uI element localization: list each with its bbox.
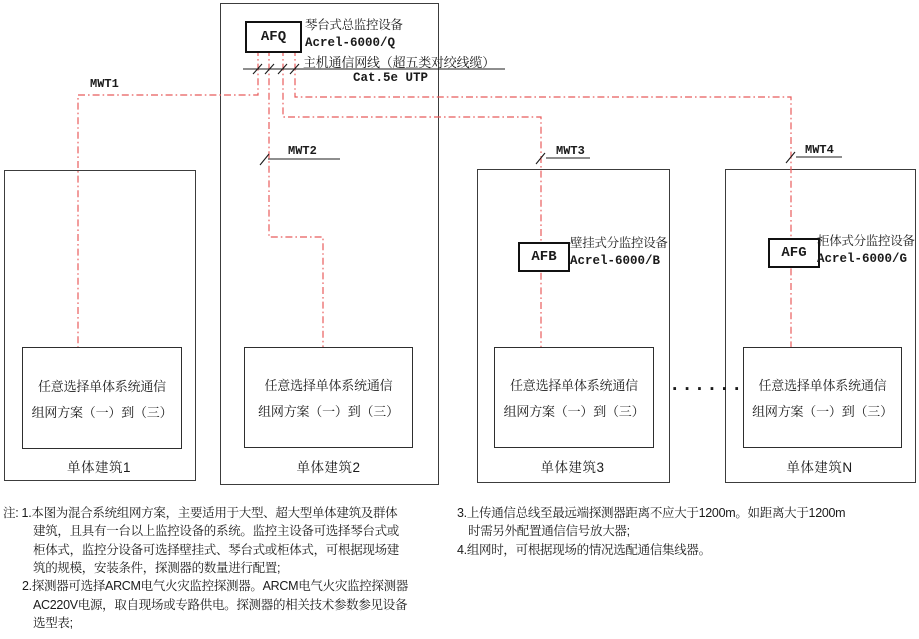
master-device-model: Acrel-6000/Q bbox=[305, 36, 396, 50]
mwt3-label: MWT3 bbox=[556, 144, 585, 158]
plan-text-line1: 任意选择单体系统通信 bbox=[509, 378, 638, 393]
building-n-plan-box bbox=[743, 347, 902, 448]
notes-left-line-2: 建筑，且具有一台以上监控设备的系统。监控主设备可选择琴台式或 bbox=[33, 524, 400, 538]
building-n-name: 单体建筑N bbox=[786, 460, 853, 475]
mwt4-label: MWT4 bbox=[805, 143, 834, 157]
afg-device-model: Acrel-6000/G bbox=[817, 252, 908, 266]
plan-text-line2: 组网方案（一）到（三） bbox=[31, 404, 173, 420]
notes-left-line-4: 筑的规模，安装条件，探测器的数量进行配置; bbox=[33, 561, 281, 575]
notes-left-line-3: 柜体式，监控分设备可选择壁挂式、琴台式或柜体式，可根据现场建 bbox=[33, 543, 400, 557]
building-3-name: 单体建筑3 bbox=[540, 460, 605, 475]
afb-device-model: Acrel-6000/B bbox=[570, 254, 661, 268]
plan-text-line1: 任意选择单体系统通信 bbox=[264, 378, 393, 393]
afq-tag: AFQ bbox=[260, 29, 287, 45]
mwt4-arrow bbox=[786, 152, 795, 163]
mwt2-label: MWT2 bbox=[288, 144, 317, 158]
master-cable-spec: Cat.5e UTP bbox=[353, 71, 429, 85]
mwt1-label: MWT1 bbox=[90, 77, 119, 91]
building-2-plan-box bbox=[244, 347, 413, 448]
master-cable-label: 主机通信网线（超五类对绞线缆） bbox=[303, 55, 496, 70]
notes-right-line-1: 3.上传通信总线至最远端探测器距离不应大于1200m。如距离大于1200m bbox=[457, 506, 846, 520]
afg-device-box bbox=[768, 238, 820, 268]
master-device-title: 琴台式总监控设备 bbox=[305, 18, 403, 32]
afq-device-box bbox=[245, 21, 302, 53]
afb-device-title: 壁挂式分监控设备 bbox=[570, 236, 668, 250]
plan-text-line2: 组网方案（一）到（三） bbox=[258, 404, 399, 419]
plan-text-line1: 任意选择单体系统通信 bbox=[758, 378, 887, 393]
plan-text-line2: 组网方案（一）到（三） bbox=[752, 404, 893, 419]
building-1-plan-box bbox=[22, 347, 182, 449]
afb-device-box bbox=[518, 242, 570, 272]
plan-text-line1: 任意选择单体系统通信 bbox=[37, 378, 166, 394]
afg-tag: AFG bbox=[781, 245, 807, 261]
notes-right-line-2: 时需另外配置通信信号放大器; bbox=[468, 524, 630, 538]
notes-left-line-5: 2.探测器可选择ARCM电气火灾监控探测器。ARCM电气火灾监控探测器 bbox=[22, 579, 409, 593]
ellipsis-more-buildings: ...... bbox=[669, 374, 744, 396]
building-1-name: 单体建筑1 bbox=[66, 460, 131, 475]
afg-device-title: 柜体式分监控设备 bbox=[817, 234, 915, 248]
notes-right-line-3: 4.组网时，可根据现场的情况选配通信集线器。 bbox=[457, 543, 711, 557]
notes-left-line-6: AC220V电源，取自现场或专路供电。探测器的相关技术参数参见设备 bbox=[33, 598, 408, 612]
plan-text-line2: 组网方案（一）到（三） bbox=[503, 404, 645, 419]
notes-left-line-7: 选型表; bbox=[33, 616, 73, 630]
building-3-plan-box bbox=[494, 347, 654, 448]
building-2-name: 单体建筑2 bbox=[296, 460, 361, 475]
mwt3-arrow bbox=[536, 153, 545, 164]
notes-left-line-1: 注: 1.本图为混合系统组网方案，主要适用于大型、超大型单体建筑及群体 bbox=[3, 506, 398, 520]
afb-tag: AFB bbox=[531, 249, 557, 265]
